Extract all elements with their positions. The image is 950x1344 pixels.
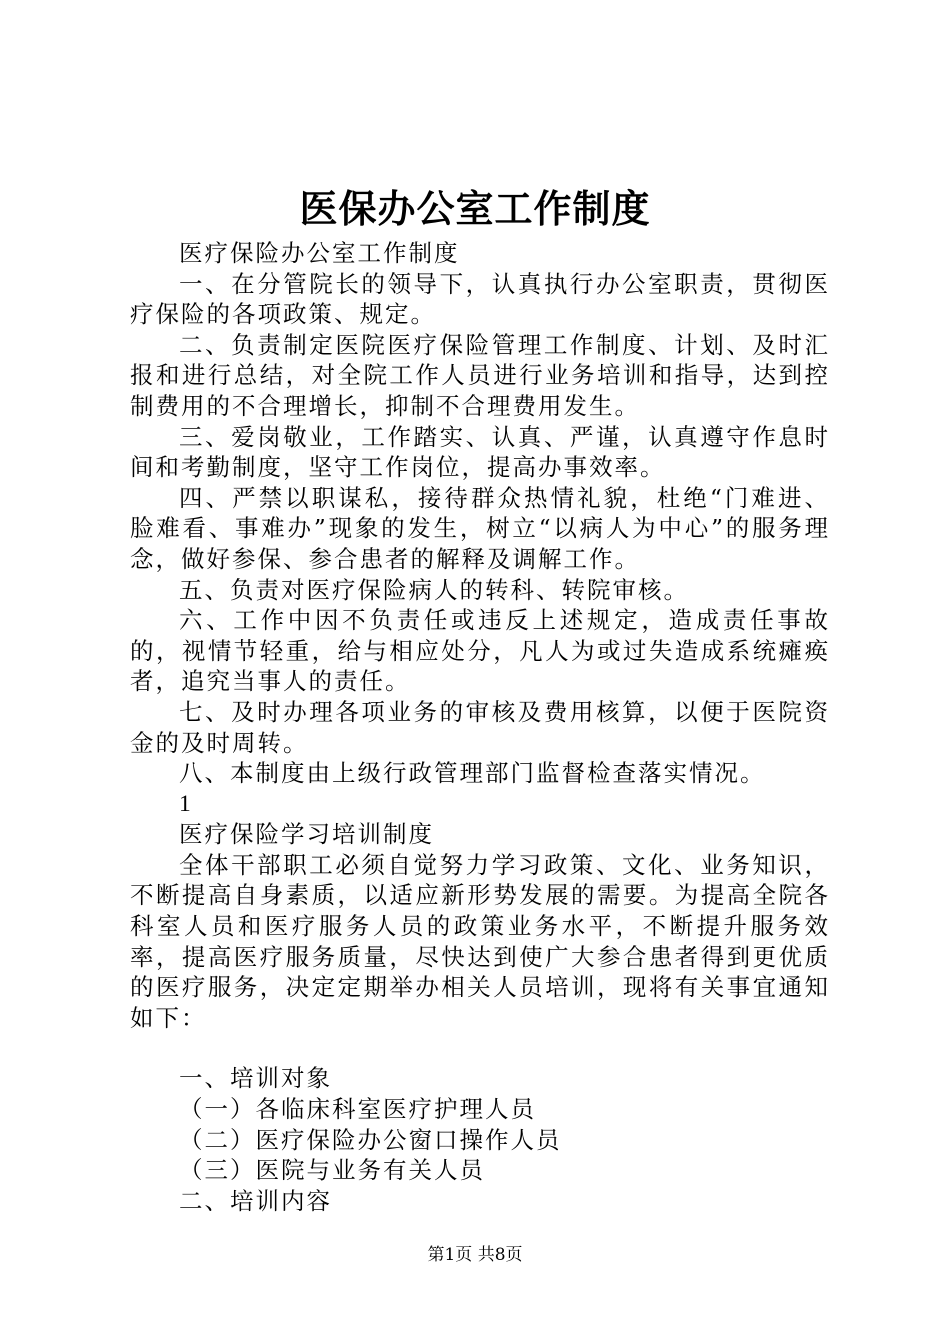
paragraph: 全体干部职工必须自觉努力学习政策、文化、业务知识，不断提高自身素质，以适应新形势发展的需要。为提高全院各科室人员和医疗服务人员的政策业务水平，不断提升服务效率，提高医疗服务质量，尽快达到使广大参合患者得到更优质的医疗服务，决定定期举办相关人员培训，现将有关事宜通知如下： xyxy=(130,850,830,1032)
list-heading: 一、培训对象 xyxy=(179,1064,332,1093)
list-heading: 二、培训内容 xyxy=(179,1186,332,1215)
paragraph: 八、本制度由上级行政管理部门监督检查落实情况。 xyxy=(179,759,766,788)
paragraph: 七、及时办理各项业务的审核及费用核算，以便于医院资金的及时周转。 xyxy=(130,697,830,757)
paragraph: 二、负责制定医院医疗保险管理工作制度、计划、及时汇报和进行总结，对全院工作人员进行业务培训和指导，达到控制费用的不合理增长，抑制不合理费用发生。 xyxy=(130,330,830,420)
list-item: （二）医疗保险办公窗口操作人员 xyxy=(179,1125,562,1154)
paragraph: 三、爱岗敬业，工作踏实、认真、严谨，认真遵守作息时间和考勤制度，坚守工作岗位，提高办事效率。 xyxy=(130,422,830,482)
paragraph: 六、工作中因不负责任或违反上述规定，造成责任事故的，视情节轻重，给与相应处分，凡人为或过失造成系统瘫痪者，追究当事人的责任。 xyxy=(130,606,830,696)
section-heading: 医疗保险学习培训制度 xyxy=(179,820,434,849)
document-body xyxy=(130,238,830,1216)
page-marker: 1 xyxy=(179,790,193,817)
list-item: （一）各临床科室医疗护理人员 xyxy=(179,1095,536,1124)
blank-line xyxy=(130,1033,830,1063)
page-footer: 第1页 共8页 xyxy=(427,1245,523,1265)
section-heading: 医疗保险办公室工作制度 xyxy=(179,239,460,267)
paragraph: 一、在分管院长的领导下，认真执行办公室职责，贯彻医疗保险的各项政策、规定。 xyxy=(130,269,830,329)
paragraph: 四、严禁以职谋私，接待群众热情礼貌，杜绝“门难进、脸难看、事难办”现象的发生，树立“以病人为中心”的服务理念，做好参保、参合患者的解释及调解工作。 xyxy=(130,483,830,573)
list-item: （三）医院与业务有关人员 xyxy=(179,1156,485,1185)
page-title: 医保办公室工作制度 xyxy=(299,186,651,231)
paragraph: 五、负责对医疗保险病人的转科、转院审核。 xyxy=(179,575,689,604)
